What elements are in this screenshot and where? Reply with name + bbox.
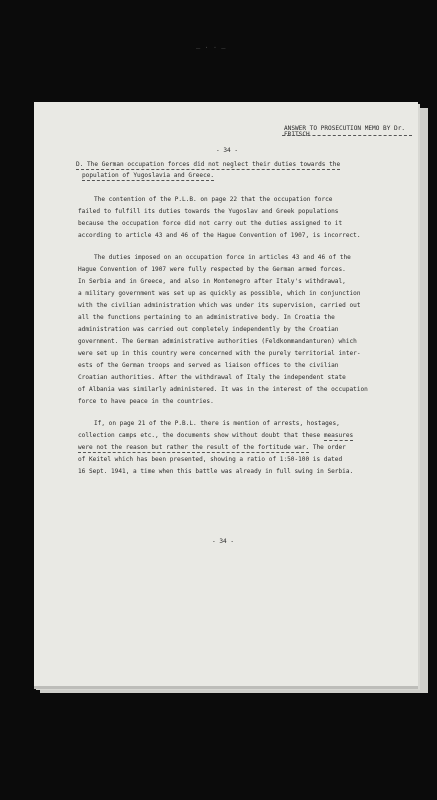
p3-line-3-text: The order [312,444,346,451]
document-page [34,102,418,688]
p2-line-7: administration was carried out completely independently by the Croatian [78,326,339,333]
section-heading-line-2 [82,173,214,179]
p2-line-13: force to have peace in the countries. [78,398,214,405]
section-heading-line-1 [76,162,340,168]
p3-underlined-measures: measures [323,432,354,439]
p1-line-4: according to article 43 and 46 of the Hague Convention of 1907, is incorrect. [78,232,361,239]
p2-line-4: a military government was set up as quickly as possible, which in conjunction [78,290,361,297]
page-number-top: - 34 - [216,147,239,154]
document-header: ANSWER TO PROSECUTION MEMO BY Dr. FRITSCH [284,125,406,139]
page-text [34,102,418,688]
p3-line-2-text: collection camps etc., the documents show without doubt that these [78,432,321,439]
p2-line-11: Croatian authorities. After the withdrawal of Italy the independent state [78,374,346,381]
p3-line-2 [78,433,353,439]
p2-line-6: all the functions pertaining to an administrative body. In Croatia the [78,314,335,321]
p2-line-8: government. The German administrative authorities (Feldkommandanturen) which [78,338,357,345]
p2-line-5: with the civilian administration which was under its supervision, carried out [78,302,361,309]
p2-line-2: Hague Convention of 1907 were fully respected by the German armed forces. [78,266,346,273]
section-heading-text-2: population of Yugoslavia and Greece. [82,172,215,179]
header-underline [282,135,412,136]
p1-line-1: The contention of the P.L.B. on page 22 that the occupation force [94,196,333,203]
p2-line-10: ests of the German troops and served as liaison offices to the civilian [78,362,339,369]
scan-mark-top: — · · — [196,44,226,52]
p2-line-1: The duties imposed on an occupation force in articles 43 and 46 of the [94,254,351,261]
p3-line-3 [78,445,346,451]
section-heading-text-1: D. The German occupation forces did not neglect their duties towards the [76,161,341,168]
p3-underlined-phrase: were not the reason but rather the result of the fortitude war. [78,444,310,451]
p1-line-2: failed to fulfill its duties towards the Yugoslav and Greek populations [78,208,339,215]
p3-line-4: of Keitel which has been presented, showing a ratio of 1:50-100 is dated [78,456,343,463]
p1-line-3: because the occupation force did not carry out the duties assigned to it [78,220,343,227]
p2-line-12: of Albania was similarly administered. It was in the interest of the occupation [78,386,368,393]
page-number-bottom: - 34 - [212,538,235,545]
p3-line-1: If, on page 21 of the P.B.L. there is mention of arrests, hostages, [94,420,340,427]
p2-line-9: were set up in this country were concerned with the purely territorial inter- [78,350,361,357]
p3-line-5: 16 Sept. 1941, a time when this battle was already in full swing in Serbia. [78,468,354,475]
p2-line-3: In Serbia and in Greece, and also in Montenegro after Italy's withdrawal, [78,278,346,285]
page-bottom-edge [34,686,418,689]
